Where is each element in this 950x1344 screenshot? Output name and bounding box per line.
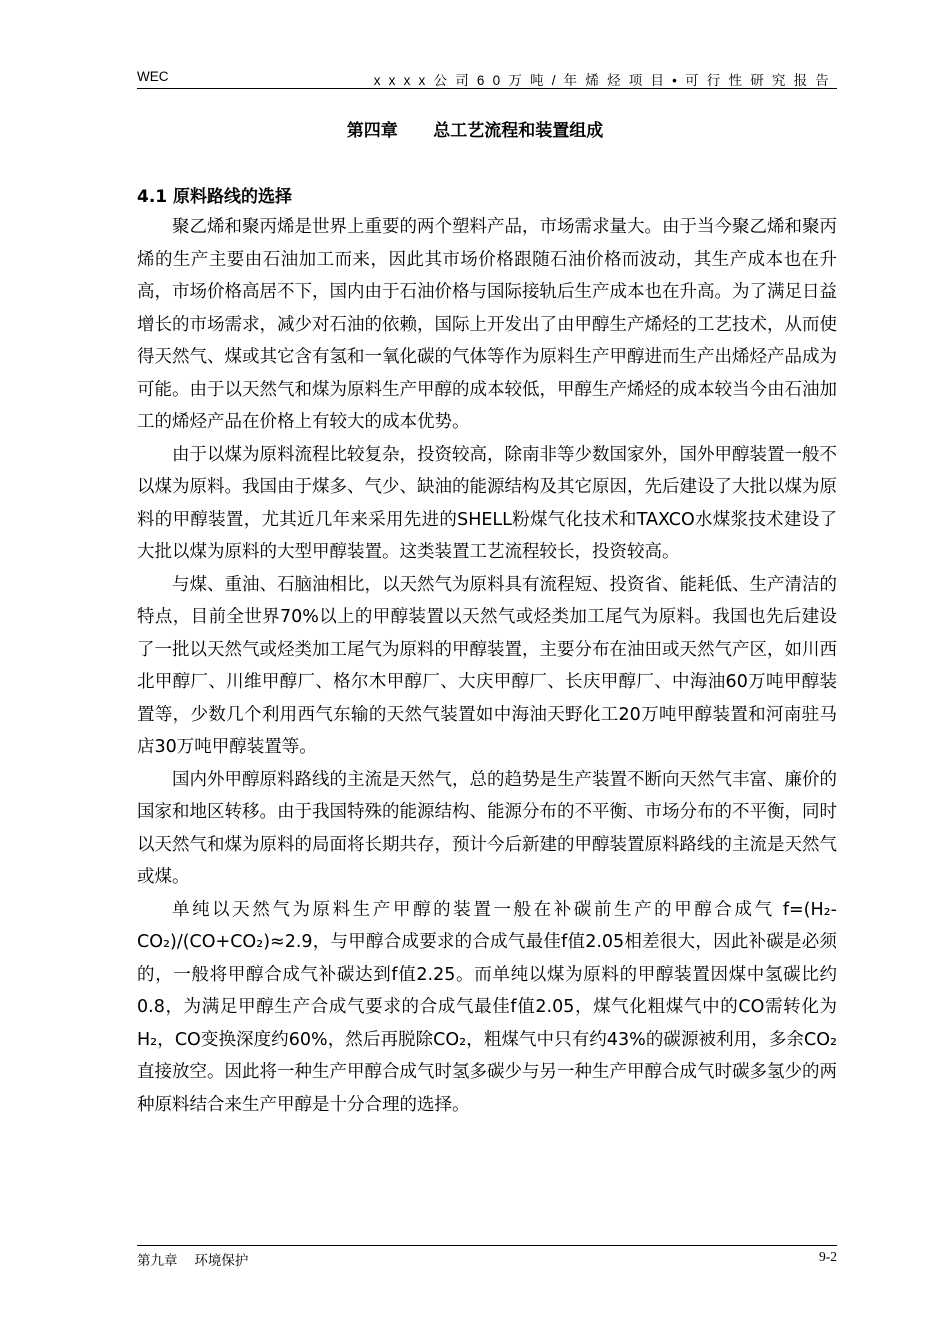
footer-chapter-label: 第九章 环境保护 xyxy=(137,1253,249,1268)
paragraph: 与煤、重油、石脑油相比，以天然气为原料具有流程短、投资省、能耗低、生产清洁的特点，目前全世界70%以上的甲醇装置以天然气或烃类加工尾气为原料。我国也先后建设了一批以天然气或烃类加工尾气为原料的甲醇装置，主要分布在油田或天然气产区，如川西北甲醇厂、川维甲醇厂、格尔木甲醇厂、大庆甲醇厂、长庆甲醇厂、中海油60万吨甲醇装置等，少数几个利用西气东输的天然气装置如中海油天野化工20万吨甲醇装置和河南驻马店30万吨甲醇装置等。 xyxy=(137,574,837,757)
page-number: 9-2 xyxy=(819,1249,837,1264)
paragraph: 由于以煤为原料流程比较复杂，投资较高，除南非等少数国家外，国外甲醇装置一般不以煤为原料。我国由于煤多、气少、缺油的能源结构及其它原因，先后建设了大批以煤为原料的甲醇装置，尤其近几年来采用先进的SHELL粉煤气化技术和TAXCO水煤浆技术建设了大批以煤为原料的大型甲醇装置。这类装置工艺流程较长，投资较高。 xyxy=(137,444,837,562)
paragraph: 聚乙烯和聚丙烯是世界上重要的两个塑料产品，市场需求量大。由于当今聚乙烯和聚丙烯的生产主要由石油加工而来，因此其市场价格跟随石油价格而波动，其生产成本也在升高，市场价格高居不下，国内由于石油价格与国际接轨后生产成本也在升高。为了满足日益增长的市场需求，减少对石油的依赖，国际上开发出了由甲醇生产烯烃的工艺技术，从而使得天然气、煤或其它含有氢和一氧化碳的气体等作为原料生产甲醇进而生产出烯烃产品成为可能。由于以天然气和煤为原料生产甲醇的成本较低，甲醇生产烯烃的成本较当今由石油加工的烯烃产品在价格上有较大的成本优势。 xyxy=(137,217,837,432)
section-title: 4.1 原料路线的选择 xyxy=(137,187,293,207)
page-footer xyxy=(137,1245,837,1268)
chapter-title: 第四章 总工艺流程和装置组成 xyxy=(346,121,604,141)
paragraph: 单纯以天然气为原料生产甲醇的装置一般在补碳前生产的甲醇合成气 f=(H₂-CO₂)/(CO+CO₂)≈2.9，与甲醇合成要求的合成气最佳f值2.05相差很大，因此补碳是必须的，一般将甲醇合成气补碳达到f值2.25。而单纯以煤为原料的甲醇装置因煤中氢碳比约0.8，为满足甲醇生产合成气要求的合成气最佳f值2.05，煤气化粗煤气中的CO需转化为H₂，CO变换深度约60%，然后再脱除CO₂，粗煤气中只有约43%的碳源被利用，多余CO₂直接放空。因此将一种生产甲醇合成气时氢多碳少与另一种生产甲醇合成气时碳多氢少的两种原料结合来生产甲醇是十分合理的选择。 xyxy=(137,899,837,1115)
report-title: xxxx公司60万吨/年烯烃项目•可行性研究报告 xyxy=(373,73,837,88)
body-text xyxy=(137,211,837,1121)
page-header xyxy=(137,68,837,89)
paragraph: 国内外甲醇原料路线的主流是天然气，总的趋势是生产装置不断向天然气丰富、廉价的国家和地区转移。由于我国特殊的能源结构、能源分布的不平衡、市场分布的不平衡，同时以天然气和煤为原料的局面将长期共存，预计今后新建的甲醇装置原料路线的主流是天然气或煤。 xyxy=(137,769,837,887)
company-code: WEC xyxy=(137,69,169,84)
